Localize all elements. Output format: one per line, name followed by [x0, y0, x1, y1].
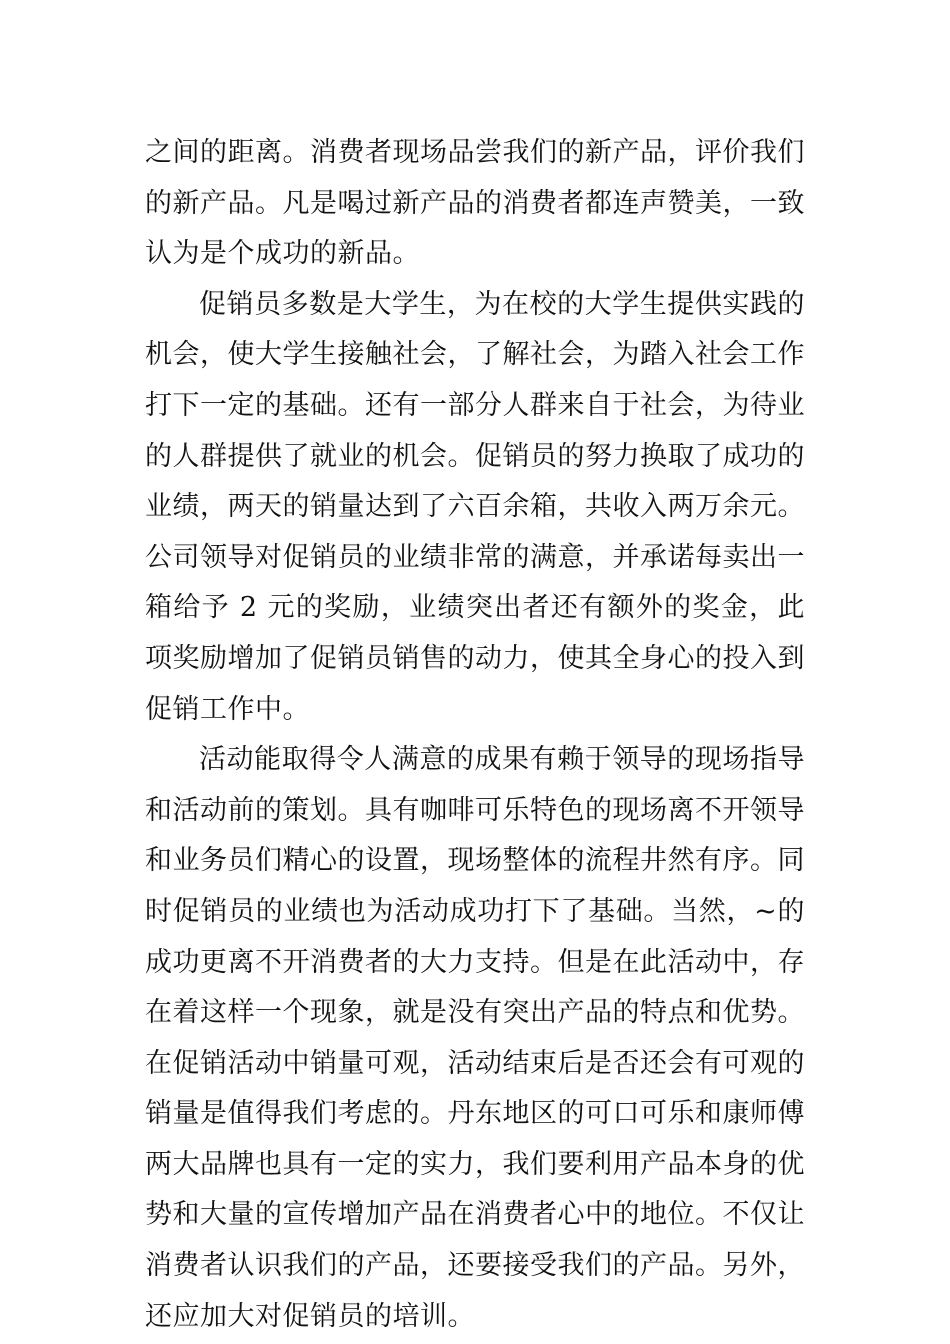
paragraph-continuation: 之间的距离。消费者现场品尝我们的新产品，评价我们的新产品。凡是喝过新产品的消费者都连声赞美，一致认为是个成功的新品。 — [145, 137, 805, 270]
paragraph-activity-results: 活动能取得令人满意的成果有赖于领导的现场指导和活动前的策划。具有咖啡可乐特色的现场离不开领导和业务员们精心的设置，现场整体的流程井然有序。同时促销员的业绩也为活动成功打下了基础。当然，~的成功更离不开消费者的大力支持。但是在此活动中，存在着这样一个现象，就是没有突出产品的特点和优势。在促销活动中销量可观，活动结束后是否还会有可观的销量是值得我们考虑的。丹东地区的可口可乐和康师傅两大品牌也具有一定的实力，我们要利用产品本身的优势和大量的宣传增加产品在消费者心中的地位。不仅让消费者认识我们的产品，还要接受我们的产品。另外，还应加大对促销员的培训。 — [145, 744, 805, 1332]
paragraph-promoters: 促销员多数是大学生，为在校的大学生提供实践的机会，使大学生接触社会，了解社会，为踏入社会工作打下一定的基础。还有一部分人群来自于社会，为待业的人群提供了就业的机会。促销员的努力换取了成功的业绩，两天的销量达到了六百余箱，共收入两万余元。公司领导对促销员的业绩非常的满意，并承诺每卖出一箱给予 2 元的奖励，业绩突出者还有额外的奖金，此项奖励增加了促销员销售的动力，使其全身心的投入到促销工作中。 — [145, 288, 805, 725]
body-text — [145, 128, 805, 1342]
